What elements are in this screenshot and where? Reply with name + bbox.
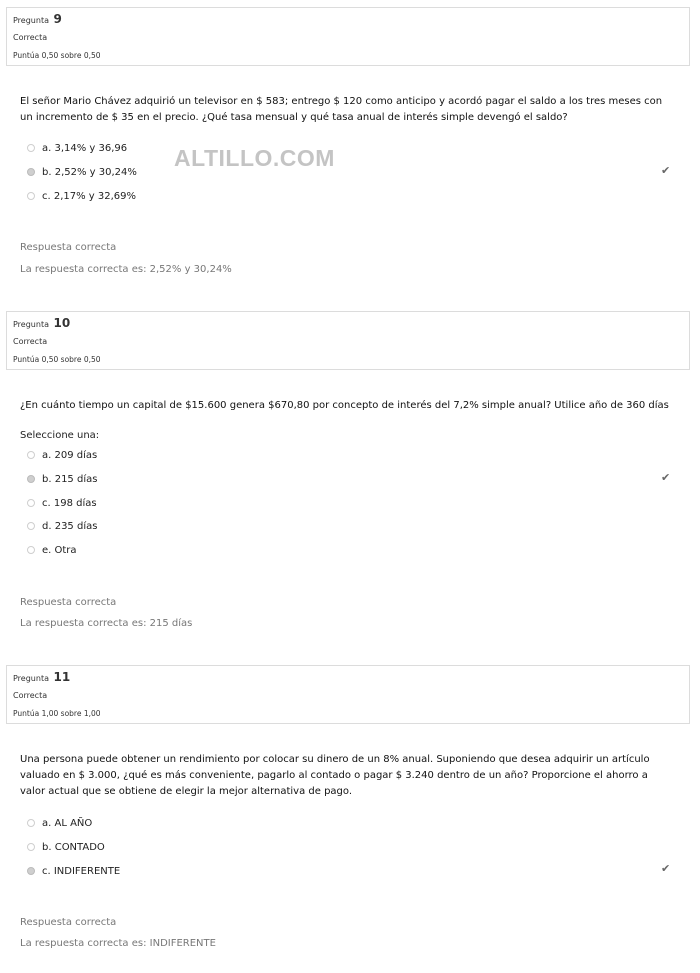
feedback-correct-answer: La respuesta correcta es: 215 días	[20, 618, 193, 629]
question-number: 9	[53, 12, 62, 26]
radio-button[interactable]	[27, 144, 35, 152]
answer-option[interactable]	[27, 816, 92, 830]
radio-button[interactable]	[27, 192, 35, 200]
question-text: Una persona puede obtener un rendimiento por colocar su dinero de un 8% anual. Suponiendo que desea adquirir un artículo valuado en $ 3.000, ¿qué es más conveniente, pagarlo al contado o pagar $ 3.240 dentro de un año? Proporcione el ahorro a valor actual que se obtiene de elegir la mejor alternativa de pago.	[20, 754, 650, 797]
option-label: b. 215 días	[42, 473, 98, 485]
question-number-line: Pregunta 10	[13, 316, 71, 330]
question-text: El señor Mario Chávez adquirió un televisor en $ 583; entrego $ 120 como anticipo y acordó pagar el saldo a los tres meses con un incremento de $ 35 en el precio. ¿Qué tasa mensual y qué tasa anual de interés simple devengó el saldo?	[20, 96, 663, 123]
radio-button[interactable]	[27, 451, 35, 459]
check-icon: ✔	[661, 164, 671, 177]
question-info-panel	[6, 311, 690, 370]
option-label: a. 209 días	[42, 449, 98, 461]
answer-option[interactable]	[27, 189, 136, 203]
radio-button-selected[interactable]	[27, 475, 35, 483]
answer-option[interactable]	[27, 840, 105, 854]
feedback-correct-answer: La respuesta correcta es: 2,52% y 30,24%	[20, 264, 232, 275]
question-state: Correcta	[13, 33, 48, 42]
question-grade: Puntúa 1,00 sobre 1,00	[13, 709, 101, 718]
answer-option[interactable]	[27, 519, 97, 533]
answer-option[interactable]	[27, 141, 127, 155]
radio-button[interactable]	[27, 843, 35, 851]
question-number-line: Pregunta 9	[13, 12, 62, 26]
select-prompt: Seleccione una:	[20, 430, 100, 441]
question-text: ¿En cuánto tiempo un capital de $15.600 genera $670,80 por concepto de interés del 7,2% simple anual? Utilice año de 360 días	[20, 400, 669, 411]
question-number: 10	[53, 316, 71, 330]
option-label: b. CONTADO	[42, 841, 105, 853]
answer-option[interactable]	[27, 448, 97, 462]
answer-option[interactable]	[27, 165, 137, 179]
option-label: b. 2,52% y 30,24%	[42, 166, 137, 178]
answer-option[interactable]	[27, 472, 97, 486]
option-label: c. 2,17% y 32,69%	[42, 190, 137, 202]
question-number: 11	[53, 670, 71, 684]
watermark: ALTILLO.COM	[174, 145, 335, 171]
check-icon: ✔	[661, 862, 671, 875]
answer-option[interactable]	[27, 543, 77, 557]
feedback-title: Respuesta correcta	[20, 597, 117, 608]
option-label: a. AL AÑO	[42, 817, 93, 829]
radio-button-selected[interactable]	[27, 867, 35, 875]
option-label: e. Otra	[42, 544, 77, 556]
option-label: c. 198 días	[42, 497, 97, 509]
feedback-correct-answer: La respuesta correcta es: INDIFERENTE	[20, 938, 216, 949]
option-label: a. 3,14% y 36,96	[42, 142, 128, 154]
check-icon: ✔	[661, 471, 671, 484]
radio-button[interactable]	[27, 546, 35, 554]
radio-button-selected[interactable]	[27, 168, 35, 176]
question-state: Correcta	[13, 337, 48, 346]
question-number-line: Pregunta 11	[13, 670, 71, 684]
feedback-title: Respuesta correcta	[20, 917, 117, 928]
radio-button[interactable]	[27, 819, 35, 827]
radio-button[interactable]	[27, 499, 35, 507]
feedback-title: Respuesta correcta	[20, 242, 117, 253]
question-grade: Puntúa 0,50 sobre 0,50	[13, 355, 101, 364]
answer-option[interactable]	[27, 864, 120, 878]
question-info-panel	[6, 7, 690, 66]
question-state: Correcta	[13, 691, 48, 700]
answer-option[interactable]	[27, 496, 97, 510]
option-label: c. INDIFERENTE	[42, 865, 121, 877]
radio-button[interactable]	[27, 522, 35, 530]
question-info-panel	[6, 665, 690, 724]
option-label: d. 235 días	[42, 520, 98, 532]
question-grade: Puntúa 0,50 sobre 0,50	[13, 51, 101, 60]
